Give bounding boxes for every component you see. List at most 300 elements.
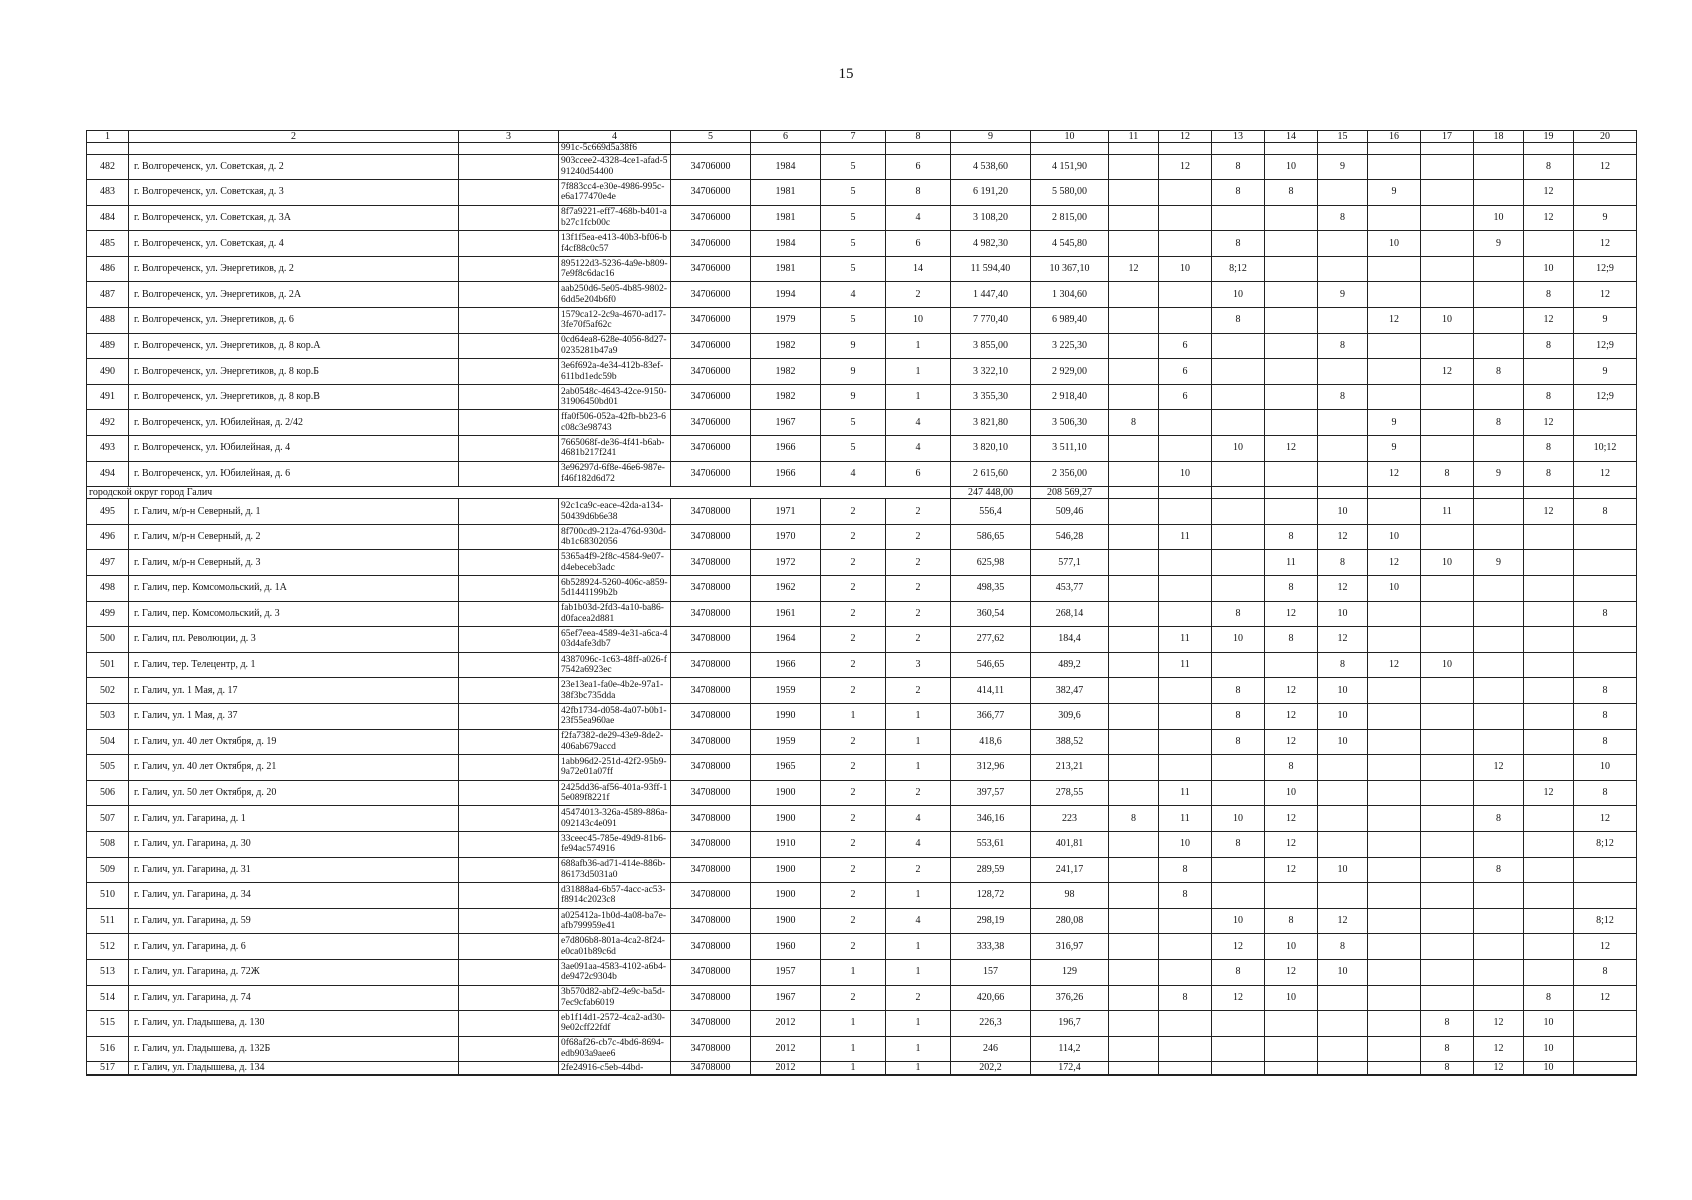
address-cell: г. Галич, ул. Гагарина, д. 34 xyxy=(129,883,459,909)
table-cell: 8 xyxy=(1574,678,1637,704)
row-number: 493 xyxy=(87,436,129,462)
table-cell xyxy=(1524,729,1574,755)
table-cell xyxy=(1474,831,1524,857)
address-cell: г. Волгореченск, ул. Советская, д. 4 xyxy=(129,231,459,257)
table-row xyxy=(87,205,1637,231)
table-cell: 12 xyxy=(1318,576,1368,602)
table-cell: 10 xyxy=(1318,499,1368,525)
table-cell: 3 511,10 xyxy=(1031,436,1109,462)
table-cell: 1910 xyxy=(751,831,821,857)
table-cell: 1960 xyxy=(751,934,821,960)
column-header: 13 xyxy=(1212,131,1265,143)
table-cell: 12 xyxy=(1318,524,1368,550)
table-cell: 1964 xyxy=(751,627,821,653)
table-row xyxy=(87,883,1637,909)
row-number: 486 xyxy=(87,256,129,282)
table-cell xyxy=(459,524,559,550)
table-cell: 12 xyxy=(1265,436,1318,462)
table-cell xyxy=(459,333,559,359)
table-cell xyxy=(1524,959,1574,985)
address-cell: г. Галич, ул. Гладышева, д. 132Б xyxy=(129,1036,459,1062)
table-cell: 8 xyxy=(886,180,951,206)
table-cell: 246 xyxy=(951,1036,1031,1062)
table-cell: 8 xyxy=(1574,499,1637,525)
table-cell: 10 xyxy=(1159,831,1212,857)
table-cell xyxy=(1109,1036,1159,1062)
table-cell xyxy=(459,883,559,909)
table-cell xyxy=(1574,143,1637,155)
column-header: 1 xyxy=(87,131,129,143)
table-cell: 34708000 xyxy=(671,729,751,755)
table-cell: 2 356,00 xyxy=(1031,461,1109,487)
table-cell: 2 xyxy=(886,499,951,525)
table-cell xyxy=(1212,550,1265,576)
table-cell xyxy=(87,143,129,155)
table-cell: 4 xyxy=(821,461,886,487)
group-row xyxy=(87,487,1637,499)
address-cell: г. Волгореченск, ул. Энергетиков, д. 6 xyxy=(129,308,459,334)
table-cell xyxy=(1421,601,1474,627)
table-cell xyxy=(1421,205,1474,231)
table-cell xyxy=(1474,780,1524,806)
fias-code-cell: 42fb1734-d058-4a07-b0b1-23f55ea960ae xyxy=(559,703,671,729)
table-cell: 34706000 xyxy=(671,282,751,308)
table-cell: 8 xyxy=(1212,703,1265,729)
table-cell xyxy=(1524,231,1574,257)
row-number: 483 xyxy=(87,180,129,206)
table-cell xyxy=(1109,231,1159,257)
table-cell xyxy=(459,154,559,180)
address-cell: г. Галич, ул. Гагарина, д. 72Ж xyxy=(129,959,459,985)
table-cell xyxy=(1109,499,1159,525)
table-cell: 1982 xyxy=(751,333,821,359)
table-cell xyxy=(1574,550,1637,576)
table-cell: 9 xyxy=(1474,461,1524,487)
table-cell: 8 xyxy=(1109,806,1159,832)
table-cell: 11 xyxy=(1159,524,1212,550)
table-cell: 10 xyxy=(886,308,951,334)
table-cell xyxy=(459,601,559,627)
table-cell xyxy=(1265,256,1318,282)
table-cell xyxy=(1421,908,1474,934)
table-cell xyxy=(1524,359,1574,385)
table-cell xyxy=(1159,601,1212,627)
table-cell: 12 xyxy=(1265,857,1318,883)
table-body xyxy=(87,131,1637,1076)
table-cell: 34708000 xyxy=(671,883,751,909)
table-cell: 4 xyxy=(886,205,951,231)
table-row xyxy=(87,729,1637,755)
table-cell: 11 xyxy=(1159,627,1212,653)
table-cell xyxy=(1318,231,1368,257)
column-header: 4 xyxy=(559,131,671,143)
address-cell: г. Галич, ул. Гагарина, д. 1 xyxy=(129,806,459,832)
table-cell xyxy=(1159,205,1212,231)
table-cell: 12 xyxy=(1474,1036,1524,1062)
table-cell: 11 xyxy=(1159,652,1212,678)
column-header: 12 xyxy=(1159,131,1212,143)
table-cell: 346,16 xyxy=(951,806,1031,832)
table-cell xyxy=(1109,729,1159,755)
table-cell xyxy=(1368,678,1421,704)
table-cell: 2 929,00 xyxy=(1031,359,1109,385)
table-cell xyxy=(1474,180,1524,206)
table-cell xyxy=(1212,576,1265,602)
table-cell: 9 xyxy=(1318,154,1368,180)
table-cell: 2 xyxy=(821,934,886,960)
table-cell xyxy=(1212,1062,1265,1076)
table-row xyxy=(87,256,1637,282)
table-cell xyxy=(1109,205,1159,231)
table-cell: 12 xyxy=(1265,806,1318,832)
table-cell xyxy=(1318,831,1368,857)
table-row xyxy=(87,908,1637,934)
table-cell: 12 xyxy=(1265,703,1318,729)
table-cell xyxy=(1159,550,1212,576)
table-cell: 397,57 xyxy=(951,780,1031,806)
table-cell xyxy=(1421,780,1474,806)
table-cell: 586,65 xyxy=(951,524,1031,550)
table-row xyxy=(87,384,1637,410)
table-cell xyxy=(1109,985,1159,1011)
table-cell: 8 xyxy=(1159,857,1212,883)
table-cell xyxy=(1318,883,1368,909)
table-cell xyxy=(459,205,559,231)
table-row xyxy=(87,703,1637,729)
table-cell: 2 xyxy=(821,857,886,883)
row-number: 513 xyxy=(87,959,129,985)
fias-code-cell: 0cd64ea8-628e-4056-8d27-0235281b47a9 xyxy=(559,333,671,359)
table-cell: 3 506,30 xyxy=(1031,410,1109,436)
table-cell: 10 xyxy=(1524,1036,1574,1062)
table-cell xyxy=(1265,487,1318,499)
table-cell: 202,2 xyxy=(951,1062,1031,1076)
table-cell: 2012 xyxy=(751,1062,821,1076)
table-cell: 12 xyxy=(1265,831,1318,857)
table-cell xyxy=(1421,703,1474,729)
table-cell xyxy=(1109,678,1159,704)
table-row xyxy=(87,934,1637,960)
table-cell xyxy=(459,308,559,334)
table-cell: 1981 xyxy=(751,256,821,282)
table-row xyxy=(87,755,1637,781)
fias-code-cell: 13f1f5ea-e413-40b3-bf06-bf4cf88c0c57 xyxy=(559,231,671,257)
table-cell: 9 xyxy=(1574,308,1637,334)
table-cell: 420,66 xyxy=(951,985,1031,1011)
table-cell: 12 xyxy=(1265,729,1318,755)
table-cell: 12 xyxy=(1159,154,1212,180)
table-cell xyxy=(459,180,559,206)
table-cell: 8 xyxy=(1421,1036,1474,1062)
table-cell: 10 xyxy=(1318,857,1368,883)
table-cell: 34708000 xyxy=(671,499,751,525)
row-number: 489 xyxy=(87,333,129,359)
table-cell xyxy=(459,256,559,282)
table-cell xyxy=(1265,410,1318,436)
table-cell xyxy=(1212,143,1265,155)
table-cell: 1900 xyxy=(751,857,821,883)
table-cell: 10 xyxy=(1574,755,1637,781)
table-row xyxy=(87,436,1637,462)
table-cell xyxy=(459,410,559,436)
table-cell xyxy=(459,806,559,832)
table-cell: 9 xyxy=(1474,231,1524,257)
table-cell: 6 xyxy=(886,231,951,257)
table-cell xyxy=(1318,436,1368,462)
table-cell xyxy=(1109,755,1159,781)
table-cell: 1981 xyxy=(751,180,821,206)
table-cell: 34708000 xyxy=(671,1036,751,1062)
table-cell: 10 xyxy=(1368,524,1421,550)
table-cell xyxy=(1368,908,1421,934)
table-cell: 34708000 xyxy=(671,934,751,960)
table-row xyxy=(87,1036,1637,1062)
table-cell xyxy=(1368,703,1421,729)
table-cell xyxy=(1159,499,1212,525)
table-cell: 8 xyxy=(1421,1011,1474,1037)
table-cell: 10 xyxy=(1212,627,1265,653)
table-cell: 1966 xyxy=(751,652,821,678)
table-cell xyxy=(1109,359,1159,385)
table-cell xyxy=(1421,806,1474,832)
table-cell: 1900 xyxy=(751,883,821,909)
table-cell: 8 xyxy=(1265,576,1318,602)
table-cell xyxy=(1421,959,1474,985)
row-number: 487 xyxy=(87,282,129,308)
table-cell: 9 xyxy=(821,384,886,410)
table-cell: 316,97 xyxy=(1031,934,1109,960)
table-cell: 4 538,60 xyxy=(951,154,1031,180)
address-cell: г. Галич, м/р-н Северный, д. 1 xyxy=(129,499,459,525)
table-cell: 10 xyxy=(1159,461,1212,487)
table-cell xyxy=(886,143,951,155)
table-cell xyxy=(1159,908,1212,934)
table-cell: 34706000 xyxy=(671,308,751,334)
table-cell xyxy=(1318,180,1368,206)
table-cell: 12 xyxy=(1574,231,1637,257)
table-cell: 8 xyxy=(1318,333,1368,359)
table-cell xyxy=(1159,678,1212,704)
table-cell: 289,59 xyxy=(951,857,1031,883)
table-cell xyxy=(1421,333,1474,359)
table-cell: 2012 xyxy=(751,1011,821,1037)
table-cell xyxy=(1474,143,1524,155)
column-header: 2 xyxy=(129,131,459,143)
table-cell: 1 xyxy=(821,1036,886,1062)
table-cell xyxy=(1421,154,1474,180)
table-cell xyxy=(1421,627,1474,653)
column-header: 17 xyxy=(1421,131,1474,143)
row-number: 515 xyxy=(87,1011,129,1037)
address-cell: г. Галич, ул. 50 лет Октября, д. 20 xyxy=(129,780,459,806)
table-cell xyxy=(1368,883,1421,909)
fias-code-cell: 45474013-326a-4589-886a-092143c4e091 xyxy=(559,806,671,832)
row-number: 511 xyxy=(87,908,129,934)
fias-code-cell: 1abb96d2-251d-42f2-95b9-9a72e01a07ff xyxy=(559,755,671,781)
table-cell xyxy=(1368,499,1421,525)
table-cell xyxy=(1574,180,1637,206)
table-row xyxy=(87,831,1637,857)
table-cell: 2 xyxy=(821,985,886,1011)
table-cell xyxy=(1574,1062,1637,1076)
fias-code-cell: ffa0f506-052a-42fb-bb23-6c08c3e98743 xyxy=(559,410,671,436)
table-cell: 8 xyxy=(1212,959,1265,985)
address-cell: г. Волгореченск, ул. Юбилейная, д. 6 xyxy=(129,461,459,487)
address-cell: г. Галич, тер. Телецентр, д. 1 xyxy=(129,652,459,678)
table-cell: 4 xyxy=(821,282,886,308)
table-cell: 1 447,40 xyxy=(951,282,1031,308)
table-cell: 10 xyxy=(1318,703,1368,729)
table-cell: 10 xyxy=(1212,908,1265,934)
table-cell: 1984 xyxy=(751,231,821,257)
table-cell xyxy=(1109,959,1159,985)
column-header: 3 xyxy=(459,131,559,143)
table-cell: 8 xyxy=(1421,1062,1474,1076)
table-cell xyxy=(1109,576,1159,602)
table-cell xyxy=(1368,1062,1421,1076)
row-number: 507 xyxy=(87,806,129,832)
table-cell: 34706000 xyxy=(671,384,751,410)
table-cell: 8 xyxy=(1265,908,1318,934)
table-cell: 1 xyxy=(886,384,951,410)
fias-code-cell: e7d806b8-801a-4ca2-8f24-e0ca01b89c6d xyxy=(559,934,671,960)
fias-code-cell: f2fa7382-de29-43e9-8de2-406ab679accd xyxy=(559,729,671,755)
table-cell: 453,77 xyxy=(1031,576,1109,602)
table-row xyxy=(87,806,1637,832)
table-cell: 9 xyxy=(821,359,886,385)
table-cell: 1 xyxy=(886,333,951,359)
table-cell xyxy=(1265,461,1318,487)
address-cell: г. Галич, ул. Гладышева, д. 134 xyxy=(129,1062,459,1076)
table-cell xyxy=(1212,487,1265,499)
table-cell xyxy=(1109,780,1159,806)
table-cell xyxy=(1109,524,1159,550)
table-cell xyxy=(459,755,559,781)
housing-register-table xyxy=(86,130,1637,1076)
fias-code-cell: 0f68af26-cb7c-4bd6-8694-edb903a9aee6 xyxy=(559,1036,671,1062)
table-cell xyxy=(1159,576,1212,602)
table-cell xyxy=(1159,959,1212,985)
table-cell xyxy=(1159,934,1212,960)
table-cell xyxy=(1421,180,1474,206)
table-cell xyxy=(459,908,559,934)
table-cell xyxy=(1159,755,1212,781)
table-cell: 34708000 xyxy=(671,985,751,1011)
address-cell: г. Волгореченск, ул. Советская, д. 3А xyxy=(129,205,459,231)
table-cell xyxy=(1421,985,1474,1011)
table-cell xyxy=(1524,524,1574,550)
fias-code-cell: a025412a-1b0d-4a08-ba7e-afb799959e41 xyxy=(559,908,671,934)
table-cell: 34708000 xyxy=(671,703,751,729)
table-cell xyxy=(1212,359,1265,385)
table-cell xyxy=(1421,384,1474,410)
table-cell xyxy=(1109,333,1159,359)
table-cell: 12 xyxy=(1318,908,1368,934)
table-cell: 34708000 xyxy=(671,806,751,832)
table-cell: 388,52 xyxy=(1031,729,1109,755)
row-number: 488 xyxy=(87,308,129,334)
table-cell xyxy=(1574,1036,1637,1062)
table-cell: 8 xyxy=(1524,436,1574,462)
table-cell xyxy=(1474,908,1524,934)
table-cell: 2 xyxy=(821,883,886,909)
table-cell xyxy=(1524,652,1574,678)
table-cell: 1981 xyxy=(751,205,821,231)
fias-code-cell: fab1b03d-2fd3-4a10-ba86-d0facea2d881 xyxy=(559,601,671,627)
table-row xyxy=(87,652,1637,678)
table-cell xyxy=(1212,461,1265,487)
table-cell: 34708000 xyxy=(671,524,751,550)
table-cell xyxy=(459,985,559,1011)
table-cell xyxy=(1109,461,1159,487)
table-cell: 10 xyxy=(1474,205,1524,231)
table-cell: 34706000 xyxy=(671,231,751,257)
table-cell: 34708000 xyxy=(671,1011,751,1037)
table-cell: 12 xyxy=(1109,256,1159,282)
row-number: 500 xyxy=(87,627,129,653)
table-cell xyxy=(1574,627,1637,653)
address-cell: г. Галич, м/р-н Северный, д. 3 xyxy=(129,550,459,576)
table-cell xyxy=(1421,487,1474,499)
table-cell xyxy=(1368,256,1421,282)
table-cell xyxy=(1212,857,1265,883)
row-number: 517 xyxy=(87,1062,129,1076)
address-cell: г. Галич, ул. 40 лет Октября, д. 21 xyxy=(129,755,459,781)
table-cell xyxy=(1421,678,1474,704)
table-cell: 1982 xyxy=(751,384,821,410)
table-cell: 34706000 xyxy=(671,205,751,231)
table-cell xyxy=(1368,143,1421,155)
table-cell: 1 xyxy=(886,1011,951,1037)
table-cell: 9 xyxy=(1368,436,1421,462)
address-cell: г. Волгореченск, ул. Энергетиков, д. 8 кор.Б xyxy=(129,359,459,385)
table-cell xyxy=(459,550,559,576)
fias-code-cell: 2fe24916-c5eb-44bd- xyxy=(559,1062,671,1076)
table-cell xyxy=(1265,652,1318,678)
table-cell: 280,08 xyxy=(1031,908,1109,934)
table-cell: 6 xyxy=(886,461,951,487)
table-cell xyxy=(459,576,559,602)
table-cell: 6 xyxy=(886,154,951,180)
table-cell xyxy=(671,143,751,155)
table-row xyxy=(87,333,1637,359)
table-cell: 9 xyxy=(821,333,886,359)
table-cell xyxy=(1421,282,1474,308)
row-number: 485 xyxy=(87,231,129,257)
table-cell xyxy=(1159,180,1212,206)
table-cell: 278,55 xyxy=(1031,780,1109,806)
table-cell: 12 xyxy=(1368,461,1421,487)
table-cell: 8 xyxy=(1318,205,1368,231)
table-cell: 3 108,20 xyxy=(951,205,1031,231)
table-cell: 509,46 xyxy=(1031,499,1109,525)
table-cell: 34708000 xyxy=(671,908,751,934)
table-row xyxy=(87,180,1637,206)
table-cell xyxy=(1524,857,1574,883)
table-cell xyxy=(1212,499,1265,525)
table-cell: 114,2 xyxy=(1031,1036,1109,1062)
row-number: 492 xyxy=(87,410,129,436)
row-number: 510 xyxy=(87,883,129,909)
table-cell: 3 821,80 xyxy=(951,410,1031,436)
table-cell: 8 xyxy=(1524,461,1574,487)
address-cell: г. Галич, пл. Революции, д. 3 xyxy=(129,627,459,653)
table-cell: 2 xyxy=(821,678,886,704)
table-cell: 12 xyxy=(1574,282,1637,308)
table-cell: 1 xyxy=(821,1011,886,1037)
table-cell xyxy=(1474,333,1524,359)
table-cell xyxy=(459,499,559,525)
